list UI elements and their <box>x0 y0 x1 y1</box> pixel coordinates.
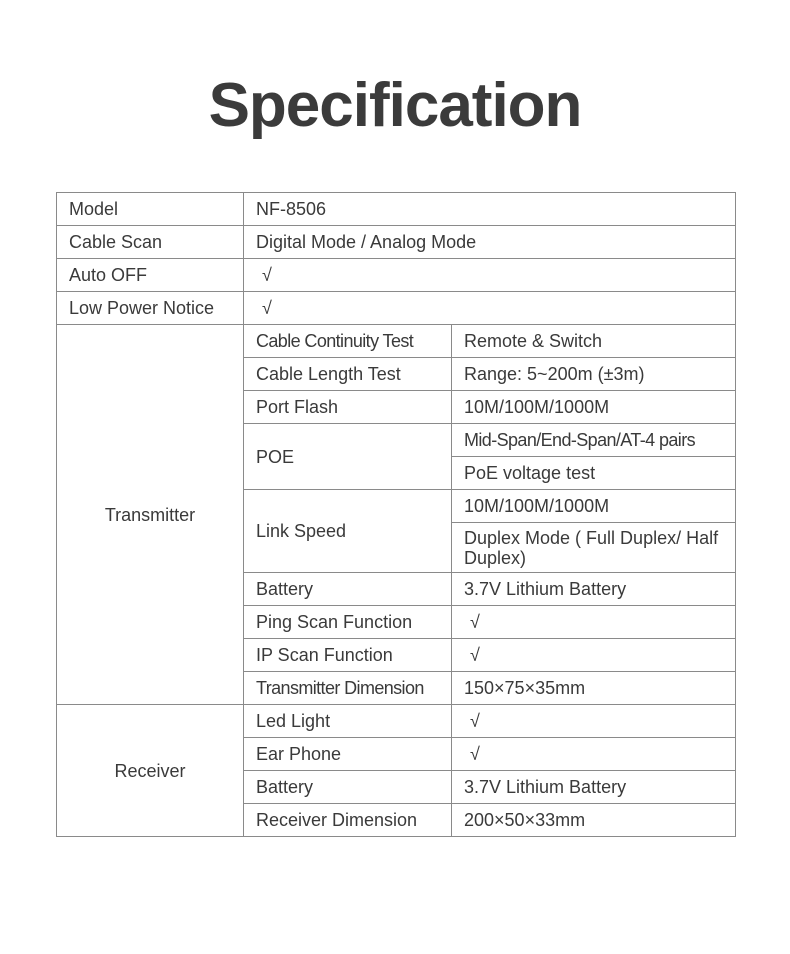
check-mark: √ <box>452 639 736 672</box>
spec-label: Low Power Notice <box>57 292 244 325</box>
spec-table <box>56 192 736 837</box>
spec-label: Ping Scan Function <box>244 606 452 639</box>
spec-label: Model <box>57 193 244 226</box>
spec-value: Range: 5~200m (±3m) <box>452 358 736 391</box>
table-row <box>57 193 736 226</box>
table-row <box>57 705 736 738</box>
spec-label: IP Scan Function <box>244 639 452 672</box>
spec-value: 200×50×33mm <box>452 804 736 837</box>
spec-value: Duplex Mode ( Full Duplex/ Half Duplex) <box>452 523 736 573</box>
check-mark: √ <box>244 292 736 325</box>
spec-value: Digital Mode / Analog Mode <box>244 226 736 259</box>
spec-value: 10M/100M/1000M <box>452 490 736 523</box>
table-row <box>57 292 736 325</box>
spec-value: 150×75×35mm <box>452 672 736 705</box>
spec-label: Port Flash <box>244 391 452 424</box>
spec-label: Cable Scan <box>57 226 244 259</box>
spec-label: Receiver Dimension <box>244 804 452 837</box>
spec-value: Remote & Switch <box>452 325 736 358</box>
spec-value: 3.7V Lithium Battery <box>452 573 736 606</box>
spec-value: 10M/100M/1000M <box>452 391 736 424</box>
table-row <box>57 259 736 292</box>
check-mark: √ <box>452 738 736 771</box>
spec-label: Battery <box>244 573 452 606</box>
spec-value: Mid-Span/End-Span/AT-4 pairs <box>452 424 736 457</box>
group-receiver: Receiver <box>57 705 244 837</box>
table-row <box>57 325 736 358</box>
spec-label: Ear Phone <box>244 738 452 771</box>
check-mark: √ <box>244 259 736 292</box>
spec-label: Link Speed <box>244 490 452 573</box>
spec-label: Battery <box>244 771 452 804</box>
spec-value: 3.7V Lithium Battery <box>452 771 736 804</box>
spec-label: Cable Continuity Test <box>244 325 452 358</box>
page-title: Specification <box>208 71 582 140</box>
spec-value: PoE voltage test <box>452 457 736 490</box>
check-mark: √ <box>452 606 736 639</box>
spec-label: Led Light <box>244 705 452 738</box>
spec-label: Transmitter Dimension <box>244 672 452 705</box>
table-row <box>57 226 736 259</box>
spec-label: POE <box>244 424 452 490</box>
spec-value: NF-8506 <box>244 193 736 226</box>
spec-label: Auto OFF <box>57 259 244 292</box>
spec-label: Cable Length Test <box>244 358 452 391</box>
group-transmitter: Transmitter <box>57 325 244 705</box>
check-mark: √ <box>452 705 736 738</box>
